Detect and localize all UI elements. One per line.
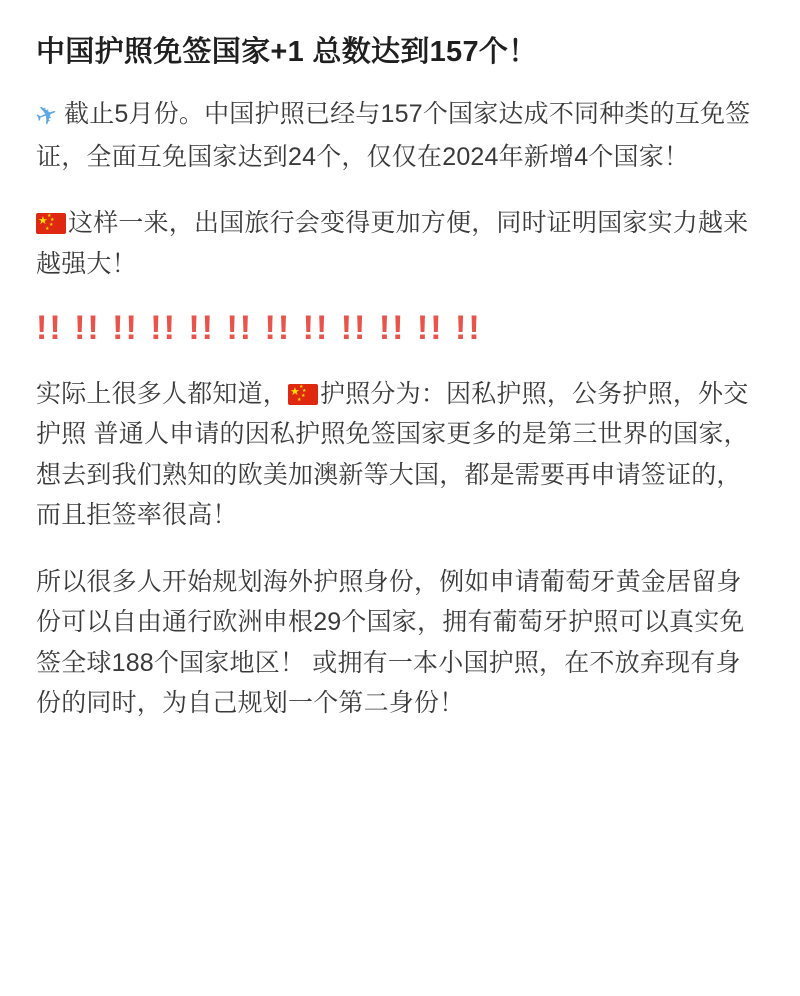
flag-star-1: ★ <box>47 213 52 220</box>
flag-star-2: ★ <box>50 217 55 224</box>
paragraph-2 <box>36 203 764 284</box>
paragraph-3-text-after: 护照分为：因私护照，公务护照，外交护照 普通人申请的因私护照免签国家更多的是第三世界的国家，想去到我们熟知的欧美加澳新等大国，都是需要再申请签证的，而且拒签率很高！ <box>36 379 749 530</box>
airplane-icon: ✈ <box>31 97 63 134</box>
paragraph-2-text: 这样一来，出国旅行会变得更加方便，同时证明国家实力越来越强大！ <box>36 209 749 278</box>
china-flag-icon <box>36 213 66 234</box>
paragraph-3 <box>36 374 764 536</box>
flag-star-4: ★ <box>297 396 302 403</box>
paragraph-3-text-before: 实际上很多人都知道， <box>36 379 289 408</box>
flag-star-3: ★ <box>301 392 306 399</box>
flag-star-1: ★ <box>299 383 304 390</box>
paragraph-4: 所以很多人开始规划海外护照身份，例如申请葡萄牙黄金居留身份可以自由通行欧洲申根29个国家，拥有葡萄牙护照可以真实免签全球188个国家地区！ 或拥有一本小国护照，在不放弃现有身份的同时，为自己规划一个第二身份！ <box>36 567 745 718</box>
page-title: 中国护照免签国家+1 总数达到157个！ <box>36 36 538 68</box>
flag-star-2: ★ <box>302 387 307 394</box>
exclamation-divider: !! !! !! !! !! !! !! !! !! !! !! !! <box>36 310 482 348</box>
paragraph-1-text: 截止5月份。中国护照已经与157个国家达成不同种类的互免签证，全面互免国家达到24个，仅仅在2024年新增4个国家！ <box>36 99 751 171</box>
flag-star-3: ★ <box>49 222 54 229</box>
china-flag-icon <box>288 384 318 405</box>
flag-star-4: ★ <box>45 226 50 233</box>
flag-star-large: ★ <box>290 384 301 398</box>
flag-star-large: ★ <box>38 214 49 228</box>
paragraph-1 <box>31 94 764 178</box>
